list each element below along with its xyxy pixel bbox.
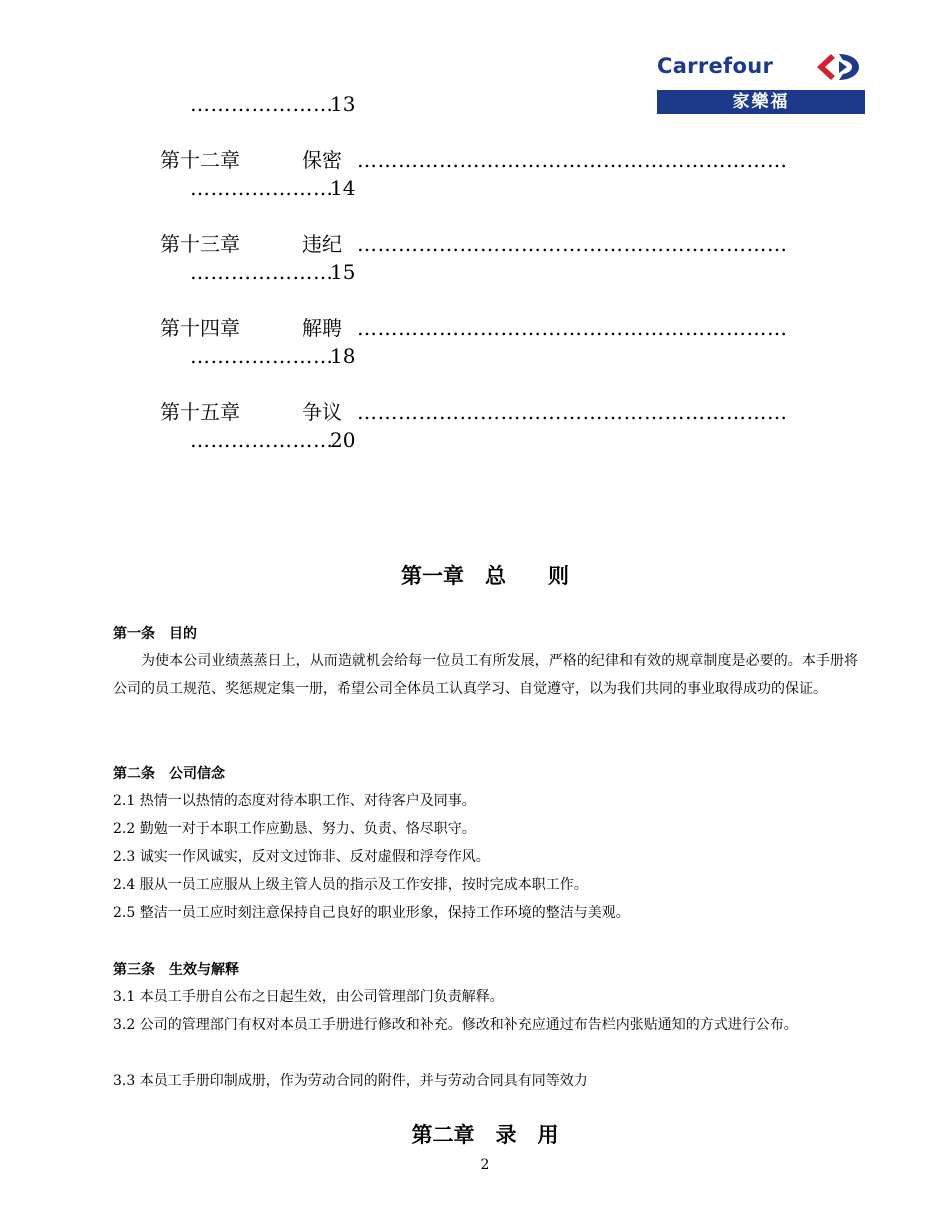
toc-leader-dots: …………………	[190, 176, 334, 200]
article-2-item: 2.5 整洁一员工应时刻注意保持自己良好的职业形象，保持工作环境的整洁与美观。	[113, 905, 630, 921]
chapter-2-title: 第二章 录 用	[411, 1122, 559, 1147]
toc-chapter-title: 保密	[302, 148, 342, 172]
article-1-body: 为使本公司业绩蒸蒸日上，从而造就机会给每一位员工有所发展，严格的纪律和有效的规章制度是必要的。本手册将公司的员工规范、奖惩规定集一册，希望公司全体员工认真学习、自觉遵守，以为我们共同的事业取得成功的保证。	[113, 653, 858, 697]
toc-dots: ………………………………………………………	[357, 316, 788, 340]
logo-wordmark: Carrefour	[657, 54, 774, 78]
toc-chapter-label: 第十四章	[160, 316, 240, 340]
page-number: 2	[480, 1157, 490, 1173]
carrefour-mark-icon	[809, 52, 865, 82]
toc-chapter-label: 第十二章	[160, 148, 240, 172]
toc-leader-dots: …………………	[190, 92, 334, 116]
toc-dots: ………………………………………………………	[357, 400, 788, 424]
article-2-item: 2.4 服从一员工应服从上级主管人员的指示及工作安排，按时完成本职工作。	[113, 877, 588, 893]
chapter-1-title: 第一章 总 则	[401, 563, 569, 588]
toc-chapter-title: 解聘	[302, 316, 342, 340]
toc-page-number: 20	[330, 428, 356, 452]
article-2-heading: 第二条 公司信念	[113, 766, 225, 782]
article-2-item: 2.3 诚实一作风诚实，反对文过饰非、反对虚假和浮夸作风。	[113, 849, 490, 865]
carrefour-logo	[657, 52, 867, 114]
toc-dots: ………………………………………………………	[357, 148, 788, 172]
toc-chapter-label: 第十三章	[160, 232, 240, 256]
toc-dots: ………………………………………………………	[357, 232, 788, 256]
article-3-item: 3.3 本员工手册印制成册，作为劳动合同的附件，并与劳动合同具有同等效力	[113, 1073, 588, 1089]
article-3-item: 3.2 公司的管理部门有权对本员工手册进行修改和补充。修改和补充应通过布告栏内张贴通知的方式进行公布。	[113, 1017, 798, 1033]
toc-leader-dots: …………………	[190, 344, 334, 368]
toc-chapter-title: 争议	[302, 400, 342, 424]
toc-page-number: 14	[330, 176, 356, 200]
article-3-heading: 第三条 生效与解释	[113, 962, 239, 978]
article-1-heading: 第一条 目的	[113, 626, 197, 642]
toc-page-number: 15	[330, 260, 356, 284]
toc-chapter-title: 违纪	[302, 232, 342, 256]
logo-chinese-band: 家樂福	[657, 90, 865, 114]
toc-page-number: 18	[330, 344, 356, 368]
article-2-item: 2.1 热情一以热情的态度对待本职工作、对待客户及同事。	[113, 793, 476, 809]
article-3-item: 3.1 本员工手册自公布之日起生效，由公司管理部门负责解释。	[113, 989, 504, 1005]
toc-page-number: 13	[330, 92, 356, 116]
toc-chapter-label: 第十五章	[160, 400, 240, 424]
toc-leader-dots: …………………	[190, 260, 334, 284]
article-2-item: 2.2 勤勉一对于本职工作应勤恳、努力、负责、恪尽职守。	[113, 821, 476, 837]
toc-leader-dots: …………………	[190, 428, 334, 452]
